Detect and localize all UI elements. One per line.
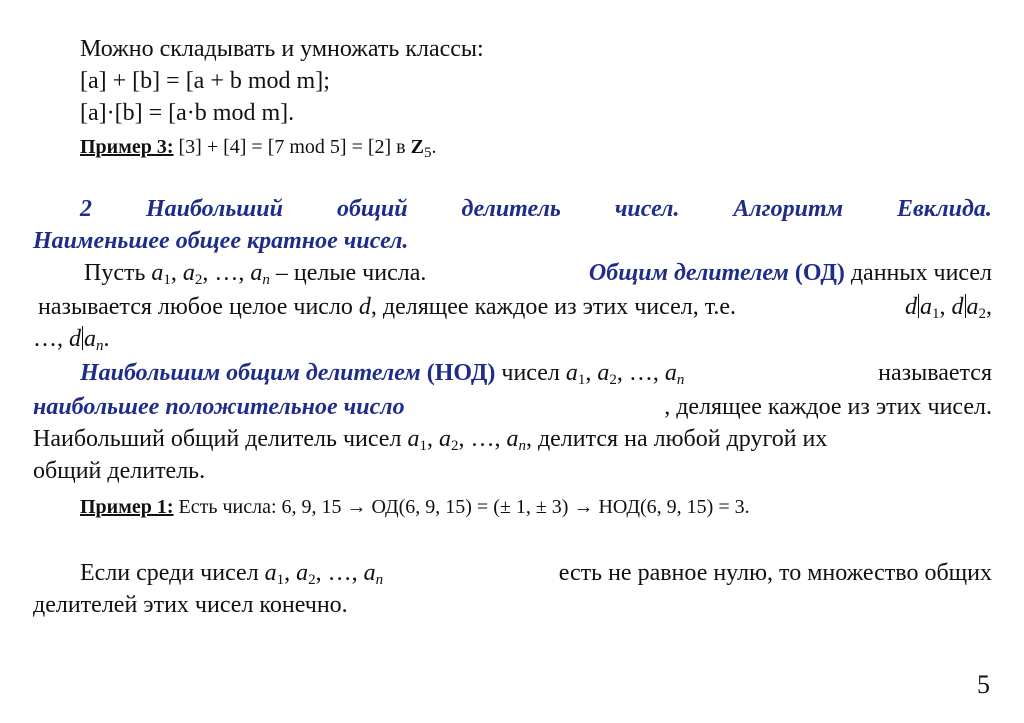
formula-multiplication [80,98,294,128]
para1-start: Пусть $a_1$, $a_2$, …, $a_n$ – целые числа. [84,260,427,288]
para2-line-4 [33,456,205,486]
para1-line-2: называется любое целое число d, делящее каждое из этих чисел, т.е. d $a_1$, d $a_2$, [38,294,992,322]
para2-line-1 [80,358,992,388]
example-3-subscript: 5 [423,145,432,161]
page-number: 5 [977,670,990,699]
formula-mul-text: [a]·[b] = [a·b mod m]. [80,100,295,126]
example-1-label: Пример 1: [80,496,174,518]
para1-line-3: …, d $a_n$. [33,326,110,354]
example-1 [80,492,750,522]
para1-line-2b: , делящее каждое из этих чисел, т.е. [370,294,737,320]
section-heading-line-2 [33,226,408,256]
para1-line-2-text: называется любое целое число [38,294,353,320]
para1-term: Общим делителем (ОД) данных чисел [588,260,992,286]
heading-word: Алгоритм [733,196,844,222]
intro-text [80,34,484,64]
para2-line-2 [33,392,992,422]
heading-word: Евклида. [896,196,992,222]
example-3-text: [3] + [4] = [7 mod 5] = [2] в [178,136,406,158]
heading-word: 2 [80,196,92,222]
example-1-text: Есть числа: 6, 9, 15 → ОД(6, 9, 15) = (± 1, ± 3) → НОД(6, 9, 15) = 3. [178,496,750,518]
heading-word: общий [336,196,408,222]
para2-term2: наибольшее положительное число [33,394,405,420]
heading-word: чисел. [614,196,680,222]
formula-add-text: [a] + [b] = [a + b mod m]; [80,68,330,94]
formula-addition [80,66,330,96]
para2-line-2-rest: , делящее каждое из этих чисел. [664,394,992,420]
example-3-end: . [431,136,437,158]
para2-line-3-start: Наибольший общий делитель чисел [33,426,402,452]
para2-line-1-end: называется [878,360,992,386]
para3-line-2 [33,590,348,620]
section-heading-line-1 [80,194,992,224]
example-3 [80,132,436,162]
para3-start: Если среди чисел $a_1$, $a_2$, …, $a_n$ [80,560,384,588]
intro-line: Можно складывать и умножать классы: [80,36,484,62]
para2-line-4-text: общий делитель. [33,458,206,484]
heading-line-2-text: Наименьшее общее кратное чисел. [33,228,409,254]
divides-notation: d $a_1$, d $a_2$, [905,294,992,322]
heading-word: Наибольший [145,196,283,222]
example-3-set: Z [410,136,424,158]
para3-line-2-text: делителей этих чисел конечно. [33,592,348,618]
para3-line-1 [80,558,992,588]
para2-line-3: Наибольший общий делитель чисел $a_1$, $a_2$, …, $a_n$, делится на любой другой их [33,426,828,454]
example-3-label: Пример 3: [80,136,174,158]
heading-word: делитель [461,196,561,222]
para1-line-1 [84,258,992,288]
para1-ellipsis: …, [33,326,63,352]
para3-rest: есть не равное нулю, то множество общих [558,560,992,586]
para2-term: Наибольшим общим делителем (НОД) чисел $a_1$, $a_2$, …, $a_n$ [80,360,685,388]
para2-line-3-end: , делится на любой другой их [525,426,828,452]
